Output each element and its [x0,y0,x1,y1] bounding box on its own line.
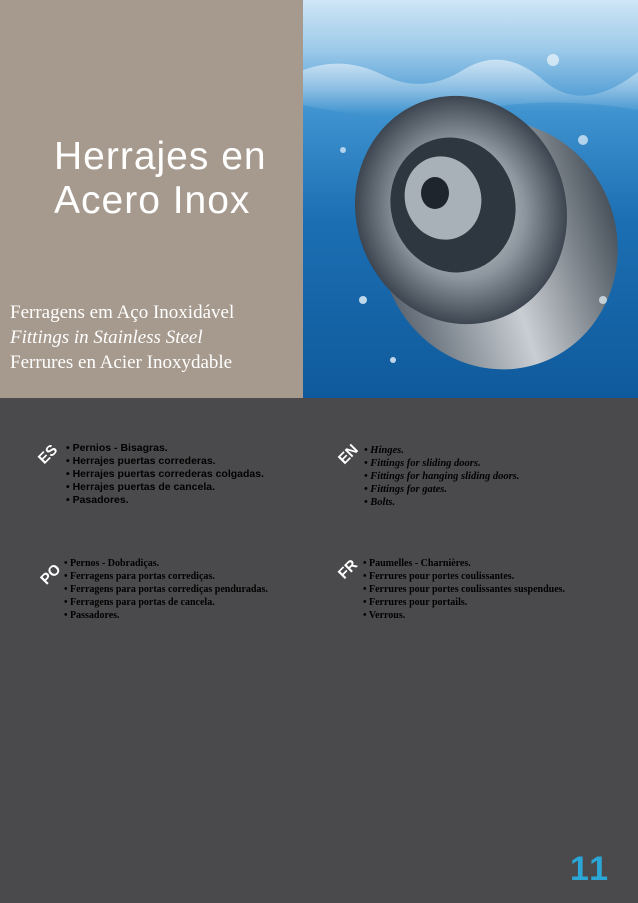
list-item: • Ferragens para portas de cancela. [64,597,215,608]
page-number: 11 [570,850,610,888]
title-line-2: Acero Inox [54,179,251,222]
list-item: • Fittings for gates. [364,484,448,495]
list-item: • Herrajes puertas de cancela. [66,481,216,493]
lang-code-fr: FR [334,556,362,583]
list-item: • Fittings for hanging sliding doors. [364,471,520,482]
list-po [64,557,268,622]
list-fr [363,557,565,622]
subtitle-pt: Ferragens em Aço Inoxidável [10,302,235,323]
header-area [0,0,638,398]
title-line-1: Herrajes en [54,135,267,178]
list-item: • Pernios - Bisagras. [66,442,168,454]
subtitle-en: Fittings in Stainless Steel [10,327,203,348]
subtitle-fr: Ferrures en Acier Inoxydable [10,352,233,373]
list-item: • Hinges. [364,445,404,456]
list-item: • Ferrures pour portes coulissantes suspendues. [363,584,566,595]
lang-code-es: ES [34,441,62,468]
subtitles [10,300,234,375]
product-photo [303,0,638,398]
list-en [364,444,519,509]
list-item: • Pernos - Dobradiças. [64,558,160,569]
wheel-underwater-image [303,0,638,398]
list-item: • Herrajes puertas correderas. [66,455,216,467]
list-item: • Paumelles - Charnières. [363,558,471,569]
list-item: • Passadores. [64,610,120,621]
page-title [54,135,267,223]
list-item: • Pasadores. [66,494,129,506]
list-item: • Herrajes puertas correderas colgadas. [66,468,265,480]
list-item: • Ferragens para portas corrediças. [64,571,215,582]
list-item: • Ferrures pour portes coulissantes. [363,571,515,582]
list-item: • Bolts. [364,497,396,508]
list-item: • Ferrures pour portails. [363,597,468,608]
list-item: • Ferragens para portas corrediças penduradas. [64,584,268,595]
lang-code-en: EN [335,441,362,468]
list-es [66,442,264,507]
lang-code-po: PO [37,560,65,589]
list-item: • Fittings for sliding doors. [364,458,481,469]
list-item: • Verrous. [363,610,406,621]
